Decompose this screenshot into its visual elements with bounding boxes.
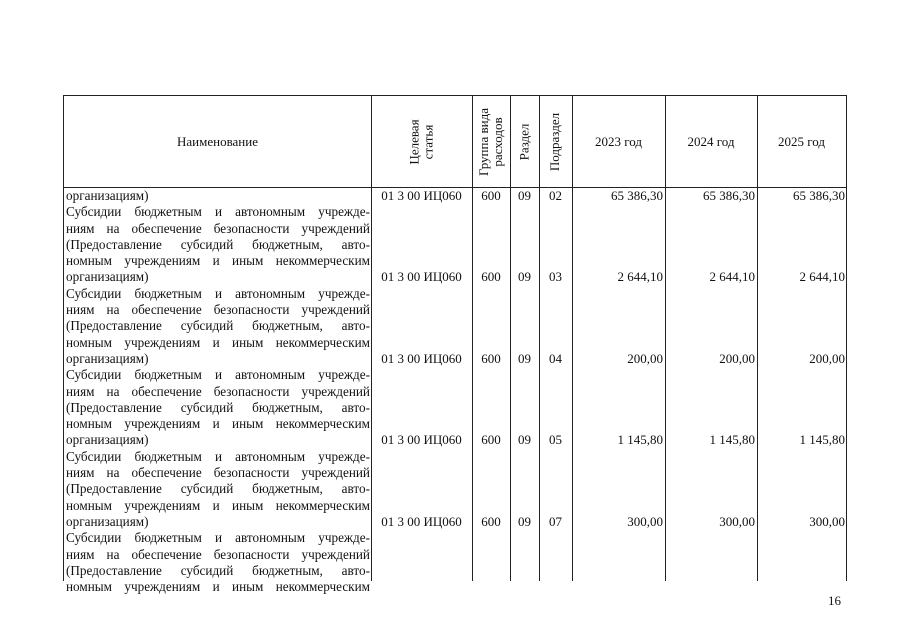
header-target: [371, 96, 472, 187]
cell-subsection: 04: [549, 351, 562, 366]
cell-subsection: 05: [549, 432, 562, 447]
cell-2024: 65 386,30: [703, 188, 755, 203]
cell-target: 01 3 00 ИЦ060: [381, 269, 462, 284]
cell-section: 09: [518, 269, 531, 284]
cell-section: 09: [518, 432, 531, 447]
name-line: (Предоставление субсидий бюджетным, авто-: [66, 399, 370, 415]
name-line: Субсидии бюджетным и автономным учрежде-: [66, 448, 370, 464]
header-section-text: Раздел: [516, 123, 532, 160]
cell-2024: 2 644,10: [709, 269, 755, 284]
cell-section: 09: [518, 351, 531, 366]
name-line: номным учреждениям и иным некоммерческим: [66, 334, 370, 350]
cell-2023: 2 644,10: [617, 269, 663, 284]
cell-target: 01 3 00 ИЦ060: [381, 514, 462, 529]
name-line: (Предоставление субсидий бюджетным, авто-: [66, 236, 370, 252]
header-2024: 2024 год: [687, 133, 735, 149]
header-group: [472, 96, 510, 187]
cell-2023: 1 145,80: [617, 432, 663, 447]
name-line: ниям на обеспечение безопасности учреждений: [66, 383, 370, 399]
header-name: Наименование: [177, 133, 258, 149]
name-line: Субсидии бюджетным и автономным учрежде-: [66, 530, 370, 546]
header-target-text: Целевая статья: [406, 118, 436, 165]
name-line: ниям на обеспечение безопасности учреждений: [66, 465, 370, 481]
cell-2023: 200,00: [627, 351, 663, 366]
name-line: Субсидии бюджетным и автономным учрежде-: [66, 367, 370, 383]
cell-section: 09: [518, 514, 531, 529]
cell-2025: 2 644,10: [799, 269, 845, 284]
name-line: Субсидии бюджетным и автономным учрежде-: [66, 204, 370, 220]
header-group-text: Группа вида расходов: [476, 107, 506, 176]
name-line: номным учреждениям и иным некоммерческим: [66, 253, 370, 269]
name-line: номным учреждениям и иным некоммерческим: [66, 497, 370, 513]
cell-2024: 1 145,80: [709, 432, 755, 447]
name-line: ниям на обеспечение безопасности учреждений: [66, 302, 370, 318]
cell-subsection: 07: [549, 514, 562, 529]
cell-subsection: 03: [549, 269, 562, 284]
cell-group: 600: [481, 514, 501, 529]
cell-2023: 65 386,30: [611, 188, 663, 203]
cell-2023: 300,00: [627, 514, 663, 529]
cell-group: 600: [481, 188, 501, 203]
header-2025: 2025 год: [778, 133, 825, 149]
cell-group: 600: [481, 351, 501, 366]
name-line: номным учреждениям и иным некоммерческим: [66, 416, 370, 432]
page-number: 16: [828, 593, 841, 608]
name-line: (Предоставление субсидий бюджетным, авто-: [66, 562, 370, 578]
name-line: организациям): [66, 432, 149, 448]
cell-group: 600: [481, 432, 501, 447]
name-line: (Предоставление субсидий бюджетным, авто-: [66, 318, 370, 334]
name-line: ниям на обеспечение безопасности учреждений: [66, 546, 370, 562]
cell-2025: 1 145,80: [799, 432, 845, 447]
header-section: [510, 96, 539, 187]
cell-target: 01 3 00 ИЦ060: [381, 351, 462, 366]
header-subsection: [539, 96, 572, 187]
name-line: Субсидии бюджетным и автономным учрежде-: [66, 285, 370, 301]
cell-2025: 65 386,30: [793, 188, 845, 203]
header-2023: 2023 год: [595, 133, 642, 149]
cell-section: 09: [518, 188, 531, 203]
name-line: номным учреждениям и иным некоммерческим: [66, 579, 370, 595]
budget-table: [63, 95, 847, 595]
name-column: [66, 188, 370, 595]
name-line: (Предоставление субсидий бюджетным, авто-: [66, 481, 370, 497]
cell-2024: 300,00: [719, 514, 755, 529]
cell-target: 01 3 00 ИЦ060: [381, 188, 462, 203]
name-line: организациям): [66, 350, 149, 366]
cell-2025: 300,00: [809, 514, 845, 529]
cell-group: 600: [481, 269, 501, 284]
cell-2024: 200,00: [719, 351, 755, 366]
cell-target: 01 3 00 ИЦ060: [381, 432, 462, 447]
cell-2025: 200,00: [809, 351, 845, 366]
name-line: организациям): [66, 188, 149, 203]
cell-subsection: 02: [549, 188, 562, 203]
name-line: организациям): [66, 269, 149, 285]
name-line: организациям): [66, 513, 149, 529]
name-line: ниям на обеспечение безопасности учреждений: [66, 220, 370, 236]
header-subsection-text: Подраздел: [547, 112, 563, 171]
